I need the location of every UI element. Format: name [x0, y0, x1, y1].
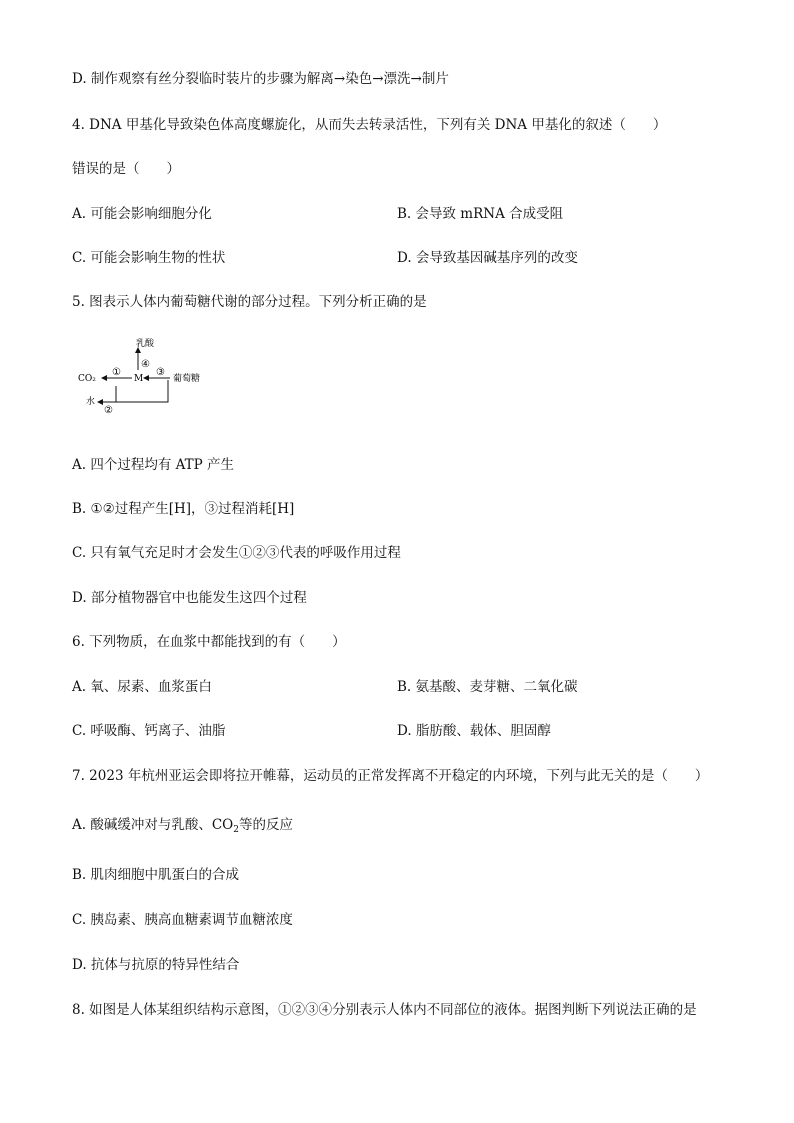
q7-option-d: D. 抗体与抗原的特异性结合 [72, 957, 240, 973]
q3-option-d: D. 制作观察有丝分裂临时装片的步骤为解离→染色→漂洗→制片 [72, 71, 449, 87]
q7-option-b: B. 肌肉细胞中肌蛋白的合成 [72, 867, 240, 883]
q4-stem-line2: 错误的是（ ） [72, 161, 180, 177]
q5-option-d: D. 部分植物器官中也能发生这四个过程 [72, 590, 307, 606]
q5-option-c: C. 只有氧气充足时才会发生①②③代表的呼吸作用过程 [72, 545, 401, 561]
label-n2: ② [104, 405, 113, 416]
label-n3: ③ [156, 367, 165, 378]
q6-option-a: A. 氧、尿素、血浆蛋白 [72, 679, 212, 695]
label-m: M [134, 374, 144, 384]
q7-option-a-tail: 等的反应 [238, 817, 293, 833]
q7-option-c: C. 胰岛素、胰高血糖素调节血糖浓度 [72, 912, 293, 928]
q4-option-d: D. 会导致基因碱基序列的改变 [397, 250, 578, 266]
q7-option-a-text: A. 酸碱缓冲对与乳酸、CO [72, 817, 234, 833]
q6-option-d: D. 脂肪酸、载体、胆固醇 [397, 723, 551, 739]
q4-option-a: A. 可能会影响细胞分化 [72, 206, 212, 222]
q4-option-c: C. 可能会影响生物的性状 [72, 250, 226, 266]
q7-stem: 7. 2023 年杭州亚运会即将拉开帷幕，运动员的正常发挥离不开稳定的内环境，下列与此无关的是（ ） [72, 768, 709, 784]
label-n1: ① [112, 367, 121, 378]
label-glucose: 葡萄糖 [173, 374, 201, 384]
q5-option-a: A. 四个过程均有 ATP 产生 [72, 457, 235, 473]
label-co2: CO₂ [78, 374, 96, 384]
glucose-metabolism-diagram [76, 336, 236, 416]
q4-stem-line1: 4. DNA 甲基化导致染色体高度螺旋化，从而失去转录活性，下列有关 DNA 甲基化的叙述（ ） [72, 117, 667, 133]
q4-option-b: B. 会导致 mRNA 合成受阻 [397, 206, 564, 222]
q7-option-a-subscript: 2 [233, 825, 239, 835]
label-water: 水 [86, 397, 96, 407]
q5-option-b: B. ①②过程产生[H]，③过程消耗[H] [72, 501, 295, 517]
q6-stem: 6. 下列物质，在血浆中都能找到的有（ ） [72, 634, 346, 650]
q6-option-c: C. 呼吸酶、钙离子、油脂 [72, 723, 226, 739]
q7-option-a [72, 813, 293, 835]
q8-stem: 8. 如图是人体某组织结构示意图，①②③④分别表示人体内不同部位的液体。据图判断下列说法正确的是 [72, 1002, 697, 1018]
q6-option-b: B. 氨基酸、麦芽糖、二氧化碳 [397, 679, 578, 695]
label-lactate: 乳酸 [136, 339, 155, 349]
q5-stem: 5. 图表示人体内葡萄糖代谢的部分过程。下列分析正确的是 [72, 294, 427, 310]
label-n4: ④ [141, 359, 150, 370]
